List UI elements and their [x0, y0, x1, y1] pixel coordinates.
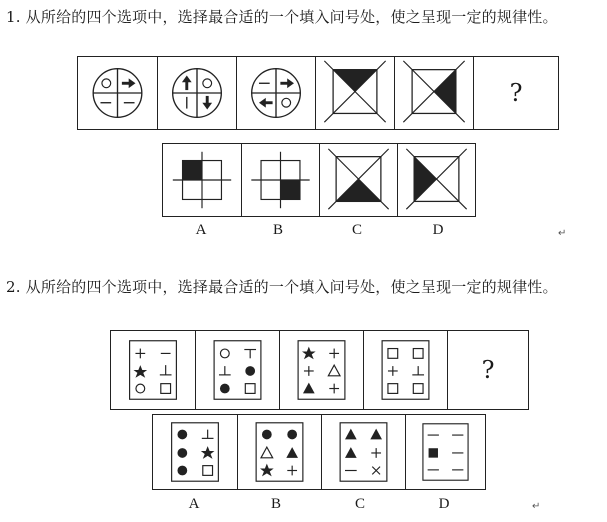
- q2-option-b[interactable]: [237, 415, 321, 489]
- q2-question-cell: [447, 331, 528, 409]
- q1-option-a-label: A: [195, 222, 207, 238]
- question-1-stem-row: [77, 56, 559, 130]
- q2-stem-figure-3: [279, 331, 363, 409]
- q1-option-d[interactable]: [397, 144, 475, 216]
- q2-stem-figure-1: [111, 331, 195, 409]
- q1-question-cell: [473, 57, 558, 129]
- question-2-options-row: [152, 414, 486, 490]
- question-mark: ?: [481, 356, 495, 384]
- q1-option-c[interactable]: [319, 144, 397, 216]
- q2-option-d-label: D: [438, 496, 450, 512]
- q2-option-a[interactable]: [153, 415, 237, 489]
- q1-option-d-label: D: [432, 222, 444, 238]
- q1-option-a[interactable]: [163, 144, 241, 216]
- q1-stem-figure-5: [394, 57, 473, 129]
- paragraph-mark: ↵: [532, 501, 541, 512]
- q2-option-d[interactable]: [405, 415, 485, 489]
- question-1-text: 1. 从所给的四个选项中，选择最合适的一个填入问号处，使之呈现一定的规律性。: [6, 8, 558, 26]
- q2-stem-figure-2: [195, 331, 279, 409]
- q2-option-b-label: B: [270, 496, 281, 512]
- paragraph-mark: ↵: [558, 228, 567, 239]
- q1-stem-figure-2: [157, 57, 236, 129]
- q2-option-c-label: C: [354, 496, 365, 512]
- q2-option-a-label: A: [188, 496, 200, 512]
- q1-option-b-label: B: [272, 222, 283, 238]
- question-1-options-row: [162, 143, 476, 217]
- q1-option-c-label: C: [351, 222, 362, 238]
- q1-option-b[interactable]: [241, 144, 319, 216]
- q1-stem-figure-1: [78, 57, 157, 129]
- q2-stem-figure-4: [363, 331, 447, 409]
- question-mark: ?: [509, 79, 523, 107]
- question-2-text: 2. 从所给的四个选项中，选择最合适的一个填入问号处，使之呈现一定的规律性。: [6, 278, 558, 296]
- q1-stem-figure-4: [315, 57, 394, 129]
- q2-option-c[interactable]: [321, 415, 405, 489]
- question-2-stem-row: [110, 330, 529, 410]
- q1-stem-figure-3: [236, 57, 315, 129]
